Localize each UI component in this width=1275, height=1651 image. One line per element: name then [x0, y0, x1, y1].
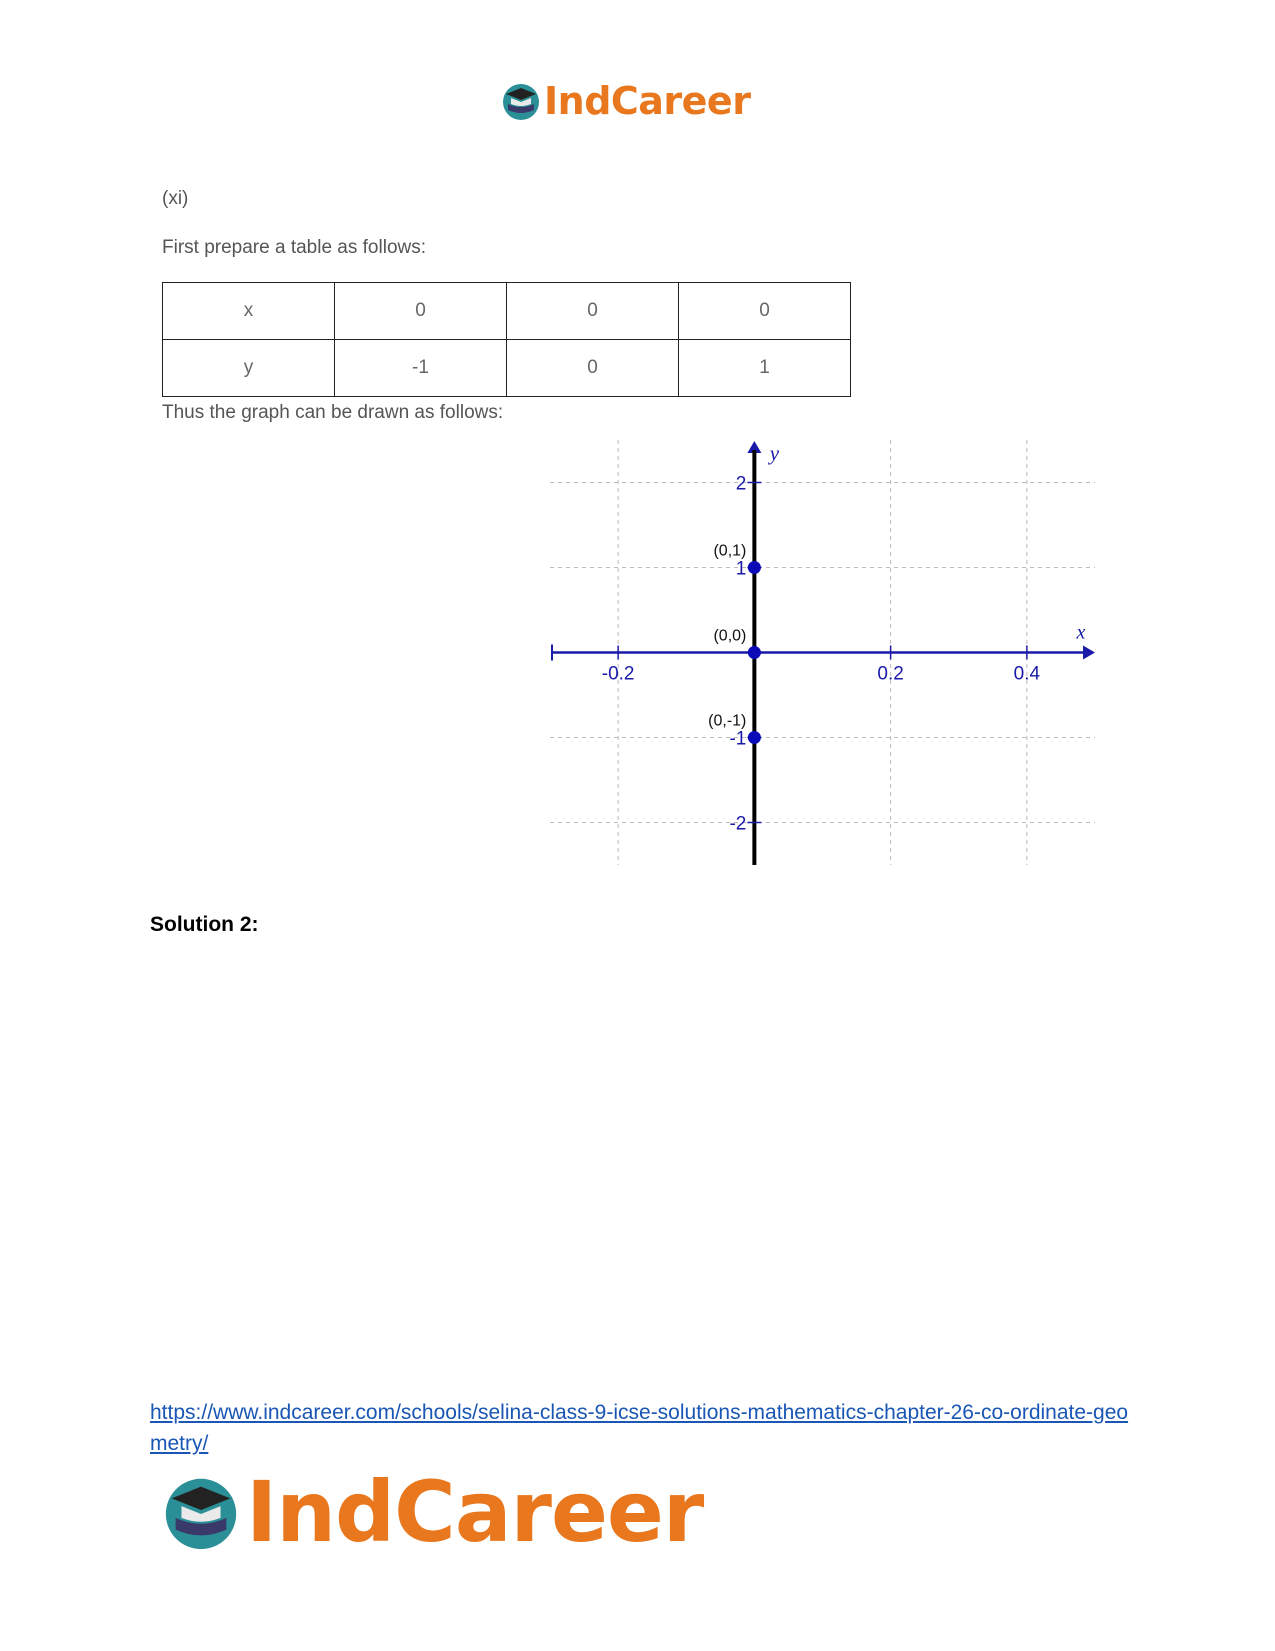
table-row — [163, 340, 851, 397]
point-label: (0,-1) — [708, 712, 747, 730]
x-tick-label: 0.2 — [877, 663, 904, 685]
graph-intro-text: Thus the graph can be drawn as follows: — [162, 402, 504, 423]
x-tick-label: -0.2 — [601, 663, 635, 685]
part-label: (xi) — [162, 188, 189, 209]
table-cell: x — [163, 283, 335, 340]
point-label: (0,1) — [713, 542, 747, 560]
source-url-link[interactable]: https://www.indcareer.com/schools/selina-class-9-icse-solutions-mathematics-chapter-26-co-ordinate-geometry/ — [150, 1401, 1129, 1455]
table-intro-text: First prepare a table as follows: — [162, 237, 427, 258]
x-tick-label: 0.4 — [1013, 663, 1041, 685]
solution-heading: Solution 2: — [150, 913, 259, 936]
table-row — [163, 283, 851, 340]
table-cell: 0 — [507, 283, 679, 340]
data-point — [748, 561, 761, 574]
brand-name: IndCareer — [544, 79, 751, 123]
table-cell: 0 — [507, 340, 679, 397]
table-cell: 0 — [679, 283, 851, 340]
indcareer-logo-top — [500, 80, 750, 122]
table-cell: y — [163, 340, 335, 397]
coordinate-graph — [550, 440, 1095, 865]
brand-name: IndCareer — [246, 1463, 704, 1561]
y-tick-label: 1 — [735, 558, 747, 580]
table-cell: -1 — [335, 340, 507, 397]
values-table — [162, 282, 851, 397]
x-axis-label: x — [1076, 621, 1086, 644]
indcareer-logo-bottom — [160, 1463, 704, 1561]
data-point — [748, 646, 761, 659]
table-cell: 1 — [679, 340, 851, 397]
y-tick-label: -1 — [729, 728, 747, 750]
graduation-globe-icon — [160, 1471, 242, 1553]
point-label: (0,0) — [713, 627, 747, 645]
data-point — [748, 731, 761, 744]
table-cell: 0 — [335, 283, 507, 340]
y-tick-label: -2 — [729, 813, 747, 835]
y-axis-label: y — [769, 441, 780, 465]
graduation-globe-icon — [500, 80, 542, 122]
x-axis-arrow-icon — [1083, 646, 1095, 660]
y-tick-label: 2 — [735, 473, 747, 495]
